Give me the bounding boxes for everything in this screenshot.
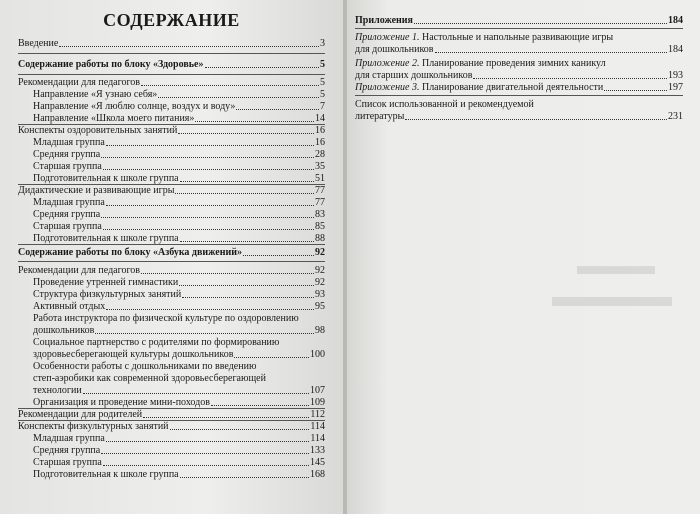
toc-entry[interactable]: Направление «Я узнаю себя» 5 xyxy=(33,89,325,100)
toc-entry[interactable]: Средняя группа 28 xyxy=(33,149,325,160)
toc-entry[interactable]: дошкольников 98 xyxy=(33,325,325,336)
left-page xyxy=(0,0,343,514)
toc-entry[interactable]: Младшая группа 77 xyxy=(33,197,325,208)
divider xyxy=(18,244,325,245)
toc-entry[interactable]: Содержание работы по блоку «Здоровье» 5 xyxy=(18,59,325,70)
toc-entry[interactable]: Введение 3 xyxy=(18,38,325,49)
toc-entry[interactable]: Проведение утренней гимнастики 92 xyxy=(33,277,325,288)
toc-entry[interactable]: Рекомендации для педагогов 5 xyxy=(18,77,325,88)
toc-entry[interactable]: Старшая группа 145 xyxy=(33,457,325,468)
toc-entry[interactable]: Конспекты оздоровительных занятий 16 xyxy=(18,125,325,136)
toc-entry[interactable]: Средняя группа 133 xyxy=(33,445,325,456)
toc-entry[interactable]: Структура физкультурных занятий 93 xyxy=(33,289,325,300)
toc-entry-line: степ-аэробики как современной здоровьесберегающей xyxy=(33,373,266,384)
toc-entry[interactable]: Подготовительная к школе группа 88 xyxy=(33,233,325,244)
toc-entry[interactable]: Организация и проведение мини-походов 109 xyxy=(33,397,325,408)
toc-entry-line: Приложение 1. Настольные и напольные развивающие игры xyxy=(355,32,614,43)
toc-entry[interactable]: технологии 107 xyxy=(33,385,325,396)
toc-entry[interactable]: Дидактические и развивающие игры 77 xyxy=(18,185,325,196)
divider xyxy=(18,74,325,75)
toc-entry-line: Социальное партнерство с родителями по формированию xyxy=(33,337,280,348)
toc-entry[interactable]: Подготовительная к школе группа 168 xyxy=(33,469,325,480)
right-page xyxy=(347,0,700,514)
toc-entry-line: Список использованной и рекомендуемой xyxy=(355,99,534,110)
toc-entry[interactable]: Активный отдых 95 xyxy=(33,301,325,312)
toc-entry[interactable]: литературы 231 xyxy=(355,111,683,122)
divider xyxy=(355,28,683,29)
divider xyxy=(18,53,325,54)
toc-entry-line: Особенности работы с дошкольниками по введению xyxy=(33,361,257,372)
toc-entry[interactable]: Приложения 184 xyxy=(355,15,683,26)
toc-entry[interactable]: Приложение 3. Планирование двигательной деятельности 197 xyxy=(355,82,683,93)
toc-entry[interactable]: для старших дошкольников 193 xyxy=(355,70,683,81)
toc-entry[interactable]: Рекомендации для родителей 112 xyxy=(18,409,325,420)
page-title: СОДЕРЖАНИЕ xyxy=(103,10,240,30)
divider xyxy=(355,95,683,96)
bleed-through-shadow: ▬▬▬▬ xyxy=(552,280,672,313)
toc-entry[interactable]: Младшая группа 16 xyxy=(33,137,325,148)
toc-entry[interactable]: Старшая группа 85 xyxy=(33,221,325,232)
toc-entry[interactable]: Подготовительная к школе группа 51 xyxy=(33,173,325,184)
toc-entry[interactable]: Младшая группа 114 xyxy=(33,433,325,444)
toc-entry[interactable]: для дошкольников 184 xyxy=(355,44,683,55)
toc-entry[interactable]: Старшая группа 35 xyxy=(33,161,325,172)
toc-entry[interactable]: Направление «Школа моего питания» 14 xyxy=(33,113,325,124)
toc-entry-line: Приложение 2. Планирование проведения зимних каникул xyxy=(355,58,606,69)
toc-entry[interactable]: Направление «Я люблю солнце, воздух и воду» 7 xyxy=(33,101,325,112)
toc-entry[interactable]: Рекомендации для педагогов 92 xyxy=(18,265,325,276)
toc-entry[interactable]: здоровьесберегающей культуры дошкольников 100 xyxy=(33,349,325,360)
toc-entry[interactable]: Конспекты физкультурных занятий 114 xyxy=(18,421,325,432)
toc-entry[interactable]: Содержание работы по блоку «Азбука движений» 92 xyxy=(18,247,325,258)
toc-entry-line: Работа инструктора по физической культуре по оздоровлению xyxy=(33,313,299,324)
bleed-through-shadow: ▬▬▬ xyxy=(577,250,655,280)
divider xyxy=(18,261,325,262)
toc-entry[interactable]: Средняя группа 83 xyxy=(33,209,325,220)
